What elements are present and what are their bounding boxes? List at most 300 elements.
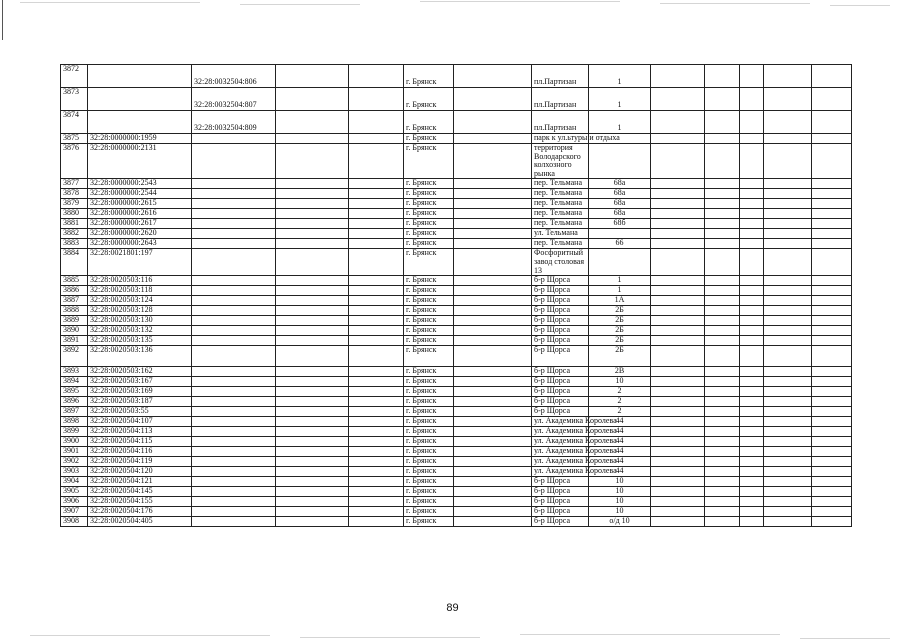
city-cell: г. Брянск bbox=[404, 437, 454, 447]
empty-cell bbox=[454, 249, 532, 276]
cadastral-number-alt-cell bbox=[192, 239, 276, 249]
empty-cell bbox=[276, 144, 349, 179]
empty-cell bbox=[812, 65, 852, 88]
city-cell: г. Брянск bbox=[404, 387, 454, 397]
cadastral-number-alt-cell bbox=[192, 316, 276, 326]
empty-cell bbox=[651, 437, 705, 447]
empty-cell bbox=[651, 134, 705, 144]
empty-cell bbox=[651, 447, 705, 457]
empty-cell bbox=[349, 467, 404, 477]
empty-cell bbox=[349, 427, 404, 437]
cadastral-number-cell: 32:28:0000000:2543 bbox=[88, 179, 192, 189]
empty-cell bbox=[764, 477, 812, 487]
cadastral-number-alt-cell bbox=[192, 306, 276, 316]
empty-cell bbox=[705, 507, 740, 517]
city-cell: г. Брянск bbox=[404, 407, 454, 417]
cadastral-number-alt-cell: 32:28:0032504:809 bbox=[192, 111, 276, 134]
row-number-cell: 3881 bbox=[61, 219, 88, 229]
empty-cell bbox=[276, 326, 349, 336]
empty-cell bbox=[651, 346, 705, 367]
empty-cell bbox=[740, 326, 764, 336]
street-cell: пер. Тельмана bbox=[532, 209, 589, 219]
empty-cell bbox=[276, 229, 349, 239]
house-number-cell bbox=[589, 229, 651, 239]
empty-cell bbox=[705, 336, 740, 346]
street-cell: ул. Академика Королева bbox=[532, 427, 589, 437]
table-body bbox=[61, 65, 852, 527]
cadastral-number-cell: 32:28:0020504:107 bbox=[88, 417, 192, 427]
cadastral-number-cell: 32:28:0020503:116 bbox=[88, 276, 192, 286]
empty-cell bbox=[276, 487, 349, 497]
empty-cell bbox=[740, 65, 764, 88]
empty-cell bbox=[349, 326, 404, 336]
house-number-cell: 2Б bbox=[589, 306, 651, 316]
empty-cell bbox=[651, 306, 705, 316]
empty-cell bbox=[740, 417, 764, 427]
empty-cell bbox=[651, 497, 705, 507]
cadastral-number-alt-cell bbox=[192, 209, 276, 219]
table-row bbox=[61, 336, 852, 346]
cadastral-number-cell: 32:28:0000000:2615 bbox=[88, 199, 192, 209]
empty-cell bbox=[651, 239, 705, 249]
empty-cell bbox=[705, 417, 740, 427]
empty-cell bbox=[454, 467, 532, 477]
empty-cell bbox=[764, 326, 812, 336]
cadastral-number-alt-cell bbox=[192, 229, 276, 239]
street-cell: пл.Партизан bbox=[532, 111, 589, 134]
street-cell: б-р Щорса bbox=[532, 336, 589, 346]
city-cell: г. Брянск bbox=[404, 467, 454, 477]
empty-cell bbox=[764, 367, 812, 377]
empty-cell bbox=[812, 209, 852, 219]
empty-cell bbox=[764, 507, 812, 517]
cadastral-number-alt-cell bbox=[192, 144, 276, 179]
city-cell: г. Брянск bbox=[404, 427, 454, 437]
cadastral-number-alt-cell bbox=[192, 387, 276, 397]
street-cell: пер. Тельмана bbox=[532, 199, 589, 209]
cadastral-number-cell: 32:28:0020503:169 bbox=[88, 387, 192, 397]
table-row bbox=[61, 249, 852, 276]
empty-cell bbox=[764, 88, 812, 111]
empty-cell bbox=[276, 316, 349, 326]
cadastral-number-alt-cell bbox=[192, 276, 276, 286]
cadastral-number-alt-cell bbox=[192, 336, 276, 346]
empty-cell bbox=[705, 239, 740, 249]
cadastral-number-cell: 32:28:0020504:119 bbox=[88, 457, 192, 467]
page-number: 89 bbox=[446, 602, 459, 614]
empty-cell bbox=[740, 144, 764, 179]
row-number-cell: 3874 bbox=[61, 111, 88, 134]
empty-cell bbox=[454, 367, 532, 377]
empty-cell bbox=[705, 189, 740, 199]
cadastral-number-cell bbox=[88, 88, 192, 111]
row-number-cell: 3907 bbox=[61, 507, 88, 517]
cadastral-number-cell bbox=[88, 111, 192, 134]
empty-cell bbox=[349, 407, 404, 417]
cadastral-number-alt-cell bbox=[192, 286, 276, 296]
row-number-cell: 3893 bbox=[61, 367, 88, 377]
empty-cell bbox=[349, 276, 404, 286]
row-number-cell: 3901 bbox=[61, 447, 88, 457]
empty-cell bbox=[651, 276, 705, 286]
empty-cell bbox=[276, 219, 349, 229]
empty-cell bbox=[812, 276, 852, 286]
empty-cell bbox=[764, 249, 812, 276]
house-number-cell bbox=[589, 144, 651, 179]
row-number-cell: 3899 bbox=[61, 427, 88, 437]
row-number-cell: 3894 bbox=[61, 377, 88, 387]
empty-cell bbox=[764, 199, 812, 209]
city-cell: г. Брянск bbox=[404, 179, 454, 189]
empty-cell bbox=[812, 397, 852, 407]
table-row bbox=[61, 387, 852, 397]
empty-cell bbox=[740, 179, 764, 189]
empty-cell bbox=[740, 134, 764, 144]
empty-cell bbox=[276, 437, 349, 447]
empty-cell bbox=[651, 209, 705, 219]
empty-cell bbox=[705, 517, 740, 527]
house-number-cell: 1 bbox=[589, 276, 651, 286]
cadastral-number-alt-cell bbox=[192, 179, 276, 189]
empty-cell bbox=[705, 179, 740, 189]
street-cell: ул. Академика Королева bbox=[532, 417, 589, 427]
street-cell: пер. Тельмана bbox=[532, 189, 589, 199]
empty-cell bbox=[349, 517, 404, 527]
empty-cell bbox=[764, 229, 812, 239]
row-number-cell: 3902 bbox=[61, 457, 88, 467]
empty-cell bbox=[812, 447, 852, 457]
empty-cell bbox=[349, 447, 404, 457]
empty-cell bbox=[740, 296, 764, 306]
empty-cell bbox=[764, 437, 812, 447]
row-number-cell: 3876 bbox=[61, 144, 88, 179]
empty-cell bbox=[812, 407, 852, 417]
table-row bbox=[61, 134, 852, 144]
cadastral-number-cell: 32:28:0021801:197 bbox=[88, 249, 192, 276]
street-cell: б-р Щорса bbox=[532, 296, 589, 306]
empty-cell bbox=[454, 189, 532, 199]
cadastral-number-cell: 32:28:0020503:124 bbox=[88, 296, 192, 306]
street-cell: б-р Щорса bbox=[532, 316, 589, 326]
empty-cell bbox=[740, 517, 764, 527]
empty-cell bbox=[764, 467, 812, 477]
table-row bbox=[61, 377, 852, 387]
empty-cell bbox=[349, 507, 404, 517]
street-cell: Фосфоритный завод столовая 13 bbox=[532, 249, 589, 276]
empty-cell bbox=[651, 336, 705, 346]
empty-cell bbox=[812, 517, 852, 527]
empty-cell bbox=[651, 286, 705, 296]
empty-cell bbox=[276, 447, 349, 457]
row-number-cell: 3896 bbox=[61, 397, 88, 407]
empty-cell bbox=[812, 467, 852, 477]
empty-cell bbox=[812, 306, 852, 316]
empty-cell bbox=[454, 88, 532, 111]
cadastral-number-cell bbox=[88, 65, 192, 88]
empty-cell bbox=[454, 65, 532, 88]
empty-cell bbox=[454, 397, 532, 407]
empty-cell bbox=[740, 457, 764, 467]
house-number-cell: 66 bbox=[589, 239, 651, 249]
empty-cell bbox=[276, 88, 349, 111]
empty-cell bbox=[651, 249, 705, 276]
cadastral-number-cell: 32:28:0020503:135 bbox=[88, 336, 192, 346]
empty-cell bbox=[276, 377, 349, 387]
cadastral-number-cell: 32:28:0000000:2544 bbox=[88, 189, 192, 199]
empty-cell bbox=[454, 179, 532, 189]
house-number-cell: 44 bbox=[589, 447, 651, 457]
cadastral-number-alt-cell bbox=[192, 296, 276, 306]
street-cell: ул. Академика Королева bbox=[532, 457, 589, 467]
empty-cell bbox=[740, 407, 764, 417]
empty-cell bbox=[349, 286, 404, 296]
empty-cell bbox=[812, 296, 852, 306]
empty-cell bbox=[705, 397, 740, 407]
street-cell: парк к ул.ьтуры и отдыха bbox=[532, 134, 589, 144]
empty-cell bbox=[651, 189, 705, 199]
table-row bbox=[61, 179, 852, 189]
empty-cell bbox=[454, 517, 532, 527]
cadastral-number-alt-cell bbox=[192, 377, 276, 387]
cadastral-number-cell: 32:28:0020503:118 bbox=[88, 286, 192, 296]
empty-cell bbox=[651, 179, 705, 189]
empty-cell bbox=[812, 199, 852, 209]
cadastral-number-alt-cell bbox=[192, 457, 276, 467]
empty-cell bbox=[764, 387, 812, 397]
empty-cell bbox=[740, 306, 764, 316]
house-number-cell: 10 bbox=[589, 487, 651, 497]
empty-cell bbox=[764, 336, 812, 346]
empty-cell bbox=[276, 134, 349, 144]
empty-cell bbox=[812, 229, 852, 239]
house-number-cell: 10 bbox=[589, 477, 651, 487]
city-cell: г. Брянск bbox=[404, 346, 454, 367]
empty-cell bbox=[740, 209, 764, 219]
empty-cell bbox=[764, 134, 812, 144]
empty-cell bbox=[454, 316, 532, 326]
empty-cell bbox=[812, 437, 852, 447]
empty-cell bbox=[740, 316, 764, 326]
cadastral-number-alt-cell bbox=[192, 487, 276, 497]
empty-cell bbox=[349, 199, 404, 209]
empty-cell bbox=[276, 397, 349, 407]
empty-cell bbox=[812, 457, 852, 467]
empty-cell bbox=[740, 497, 764, 507]
empty-cell bbox=[812, 387, 852, 397]
table-row bbox=[61, 467, 852, 477]
house-number-cell: о/д 10 bbox=[589, 517, 651, 527]
city-cell: г. Брянск bbox=[404, 306, 454, 316]
empty-cell bbox=[812, 477, 852, 487]
table-row bbox=[61, 507, 852, 517]
empty-cell bbox=[764, 377, 812, 387]
empty-cell bbox=[276, 111, 349, 134]
empty-cell bbox=[764, 397, 812, 407]
street-cell: пер. Тельмана bbox=[532, 179, 589, 189]
empty-cell bbox=[764, 316, 812, 326]
empty-cell bbox=[276, 179, 349, 189]
empty-cell bbox=[740, 346, 764, 367]
cadastral-number-alt-cell bbox=[192, 437, 276, 447]
cadastral-number-cell: 32:28:0000000:1959 bbox=[88, 134, 192, 144]
empty-cell bbox=[454, 487, 532, 497]
empty-cell bbox=[349, 457, 404, 467]
cadastral-number-cell: 32:28:0020503:187 bbox=[88, 397, 192, 407]
empty-cell bbox=[812, 326, 852, 336]
street-cell: ул. Академика Королева bbox=[532, 467, 589, 477]
empty-cell bbox=[764, 179, 812, 189]
cadastral-number-cell: 32:28:0000000:2617 bbox=[88, 219, 192, 229]
empty-cell bbox=[454, 239, 532, 249]
empty-cell bbox=[651, 417, 705, 427]
city-cell: г. Брянск bbox=[404, 477, 454, 487]
row-number-cell: 3873 bbox=[61, 88, 88, 111]
row-number-cell: 3879 bbox=[61, 199, 88, 209]
empty-cell bbox=[764, 65, 812, 88]
street-cell: б-р Щорса bbox=[532, 377, 589, 387]
table-row bbox=[61, 477, 852, 487]
empty-cell bbox=[705, 111, 740, 134]
empty-cell bbox=[349, 144, 404, 179]
empty-cell bbox=[276, 336, 349, 346]
empty-cell bbox=[651, 326, 705, 336]
empty-cell bbox=[454, 134, 532, 144]
city-cell: г. Брянск bbox=[404, 219, 454, 229]
empty-cell bbox=[705, 326, 740, 336]
city-cell: г. Брянск bbox=[404, 497, 454, 507]
empty-cell bbox=[812, 249, 852, 276]
city-cell: г. Брянск bbox=[404, 134, 454, 144]
empty-cell bbox=[705, 306, 740, 316]
land-plot-table bbox=[60, 64, 852, 527]
cadastral-number-cell: 32:28:0000000:2131 bbox=[88, 144, 192, 179]
empty-cell bbox=[454, 306, 532, 316]
empty-cell bbox=[812, 427, 852, 437]
empty-cell bbox=[349, 397, 404, 407]
empty-cell bbox=[705, 144, 740, 179]
scan-noise-bottom bbox=[0, 632, 905, 640]
empty-cell bbox=[276, 467, 349, 477]
empty-cell bbox=[276, 276, 349, 286]
row-number-cell: 3878 bbox=[61, 189, 88, 199]
table-row bbox=[61, 276, 852, 286]
cadastral-number-cell: 32:28:0020504:176 bbox=[88, 507, 192, 517]
cadastral-number-cell: 32:28:0020504:145 bbox=[88, 487, 192, 497]
empty-cell bbox=[349, 306, 404, 316]
house-number-cell: 44 bbox=[589, 467, 651, 477]
empty-cell bbox=[812, 239, 852, 249]
house-number-cell: 1 bbox=[589, 65, 651, 88]
cadastral-number-alt-cell bbox=[192, 189, 276, 199]
city-cell: г. Брянск bbox=[404, 249, 454, 276]
empty-cell bbox=[276, 239, 349, 249]
empty-cell bbox=[705, 407, 740, 417]
empty-cell bbox=[276, 517, 349, 527]
city-cell: г. Брянск bbox=[404, 239, 454, 249]
empty-cell bbox=[705, 65, 740, 88]
empty-cell bbox=[705, 88, 740, 111]
empty-cell bbox=[276, 507, 349, 517]
cadastral-number-alt-cell bbox=[192, 517, 276, 527]
empty-cell bbox=[812, 487, 852, 497]
cadastral-number-alt-cell bbox=[192, 427, 276, 437]
empty-cell bbox=[740, 397, 764, 407]
empty-cell bbox=[454, 276, 532, 286]
empty-cell bbox=[705, 437, 740, 447]
empty-cell bbox=[349, 497, 404, 507]
empty-cell bbox=[651, 427, 705, 437]
empty-cell bbox=[812, 88, 852, 111]
row-number-cell: 3884 bbox=[61, 249, 88, 276]
house-number-cell: 68а bbox=[589, 209, 651, 219]
row-number-cell: 3885 bbox=[61, 276, 88, 286]
empty-cell bbox=[740, 88, 764, 111]
empty-cell bbox=[705, 134, 740, 144]
cadastral-number-alt-cell bbox=[192, 199, 276, 209]
house-number-cell: 44 bbox=[589, 417, 651, 427]
empty-cell bbox=[454, 507, 532, 517]
city-cell: г. Брянск bbox=[404, 276, 454, 286]
row-number-cell: 3897 bbox=[61, 407, 88, 417]
empty-cell bbox=[276, 286, 349, 296]
empty-cell bbox=[454, 377, 532, 387]
house-number-cell: 44 bbox=[589, 437, 651, 447]
cadastral-number-cell: 32:28:0000000:2620 bbox=[88, 229, 192, 239]
table-row bbox=[61, 296, 852, 306]
empty-cell bbox=[764, 286, 812, 296]
street-cell: территория Володарского колхозного рынка bbox=[532, 144, 589, 179]
row-number-cell: 3903 bbox=[61, 467, 88, 477]
empty-cell bbox=[651, 296, 705, 306]
empty-cell bbox=[740, 507, 764, 517]
city-cell: г. Брянск bbox=[404, 296, 454, 306]
empty-cell bbox=[705, 427, 740, 437]
city-cell: г. Брянск bbox=[404, 286, 454, 296]
empty-cell bbox=[764, 487, 812, 497]
empty-cell bbox=[349, 134, 404, 144]
empty-cell bbox=[454, 111, 532, 134]
street-cell: ул. Академика Королева bbox=[532, 447, 589, 457]
street-cell: б-р Щорса bbox=[532, 367, 589, 377]
table-row bbox=[61, 286, 852, 296]
row-number-cell: 3891 bbox=[61, 336, 88, 346]
empty-cell bbox=[349, 377, 404, 387]
scan-edge-line bbox=[2, 0, 3, 40]
empty-cell bbox=[705, 457, 740, 467]
empty-cell bbox=[764, 306, 812, 316]
row-number-cell: 3908 bbox=[61, 517, 88, 527]
empty-cell bbox=[812, 179, 852, 189]
empty-cell bbox=[812, 367, 852, 377]
empty-cell bbox=[740, 487, 764, 497]
city-cell: г. Брянск bbox=[404, 65, 454, 88]
cadastral-number-cell: 32:28:0020503:136 bbox=[88, 346, 192, 367]
empty-cell bbox=[454, 497, 532, 507]
house-number-cell: 10 bbox=[589, 377, 651, 387]
table-row bbox=[61, 437, 852, 447]
table-row bbox=[61, 316, 852, 326]
empty-cell bbox=[764, 457, 812, 467]
table-row bbox=[61, 367, 852, 377]
cadastral-number-alt-cell bbox=[192, 326, 276, 336]
empty-cell bbox=[651, 229, 705, 239]
street-cell: пл.Партизан bbox=[532, 88, 589, 111]
empty-cell bbox=[812, 316, 852, 326]
empty-cell bbox=[349, 111, 404, 134]
empty-cell bbox=[651, 144, 705, 179]
empty-cell bbox=[705, 467, 740, 477]
house-number-cell: 1А bbox=[589, 296, 651, 306]
